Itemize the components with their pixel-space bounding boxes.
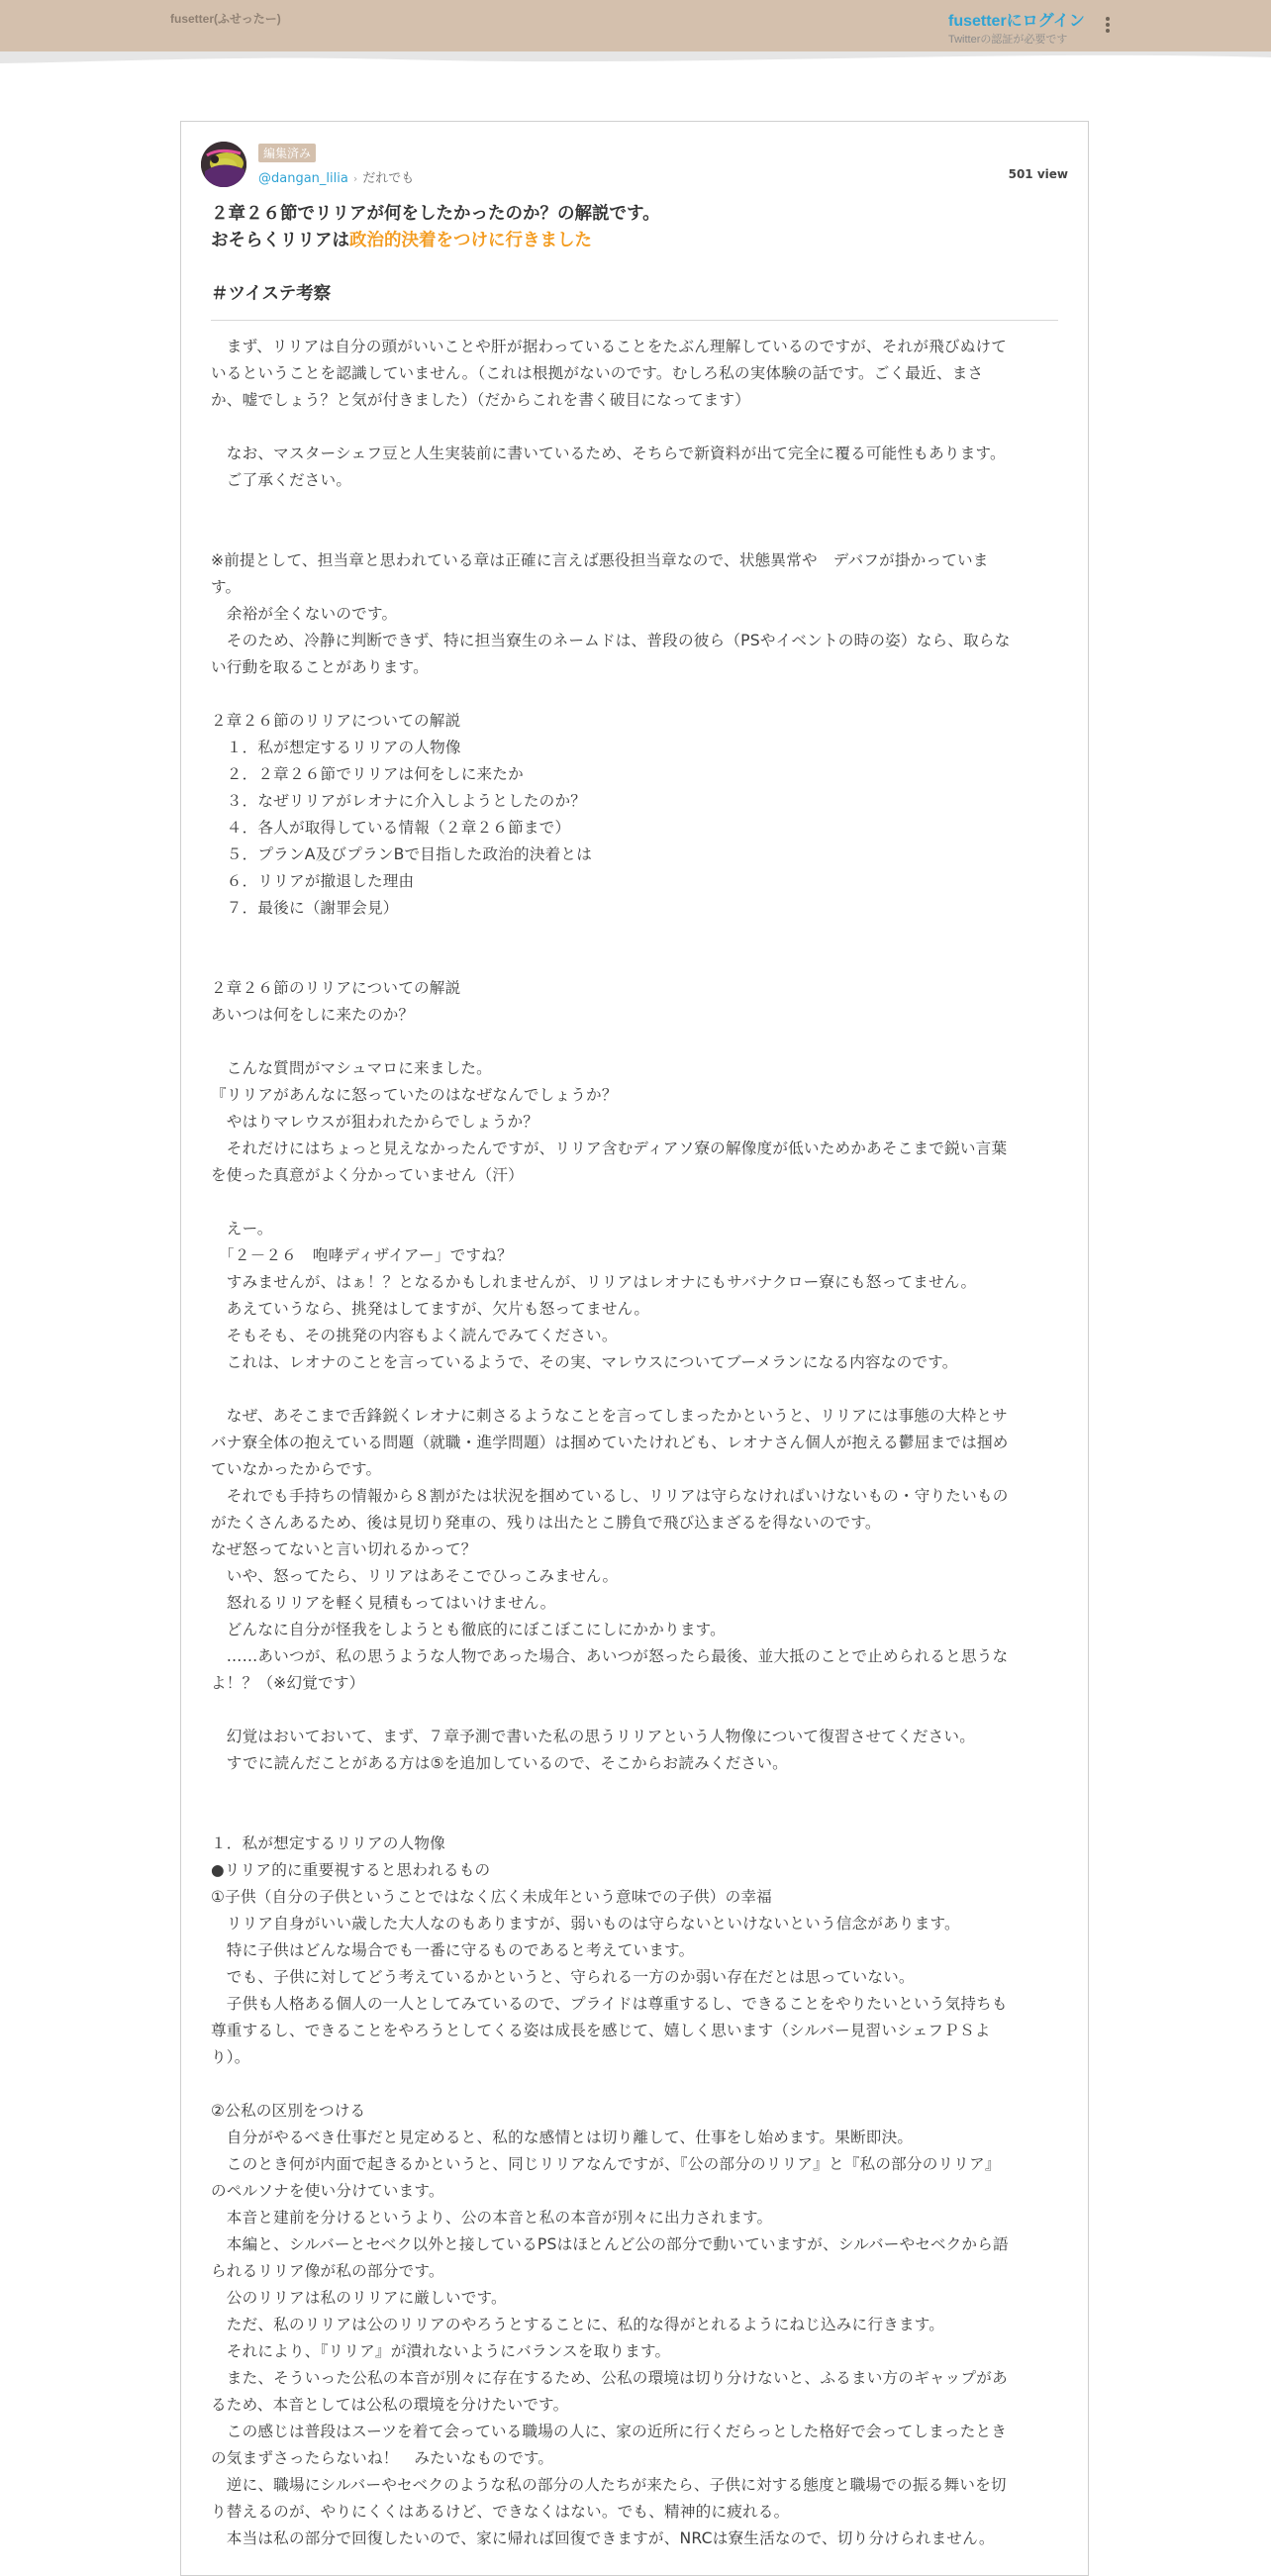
body-line: い行動を取ることがあります。 bbox=[211, 658, 429, 676]
body-line: いるということを認識していません。（これは根拠がないのです。むしろ私の実体験の話です。ごく最近、まさ bbox=[211, 364, 984, 382]
body-line: なぜ、あそこまで舌鋒鋭くレオナに刺さるようなことを言ってしまったかというと、リリアには事態の大枠とサ bbox=[211, 1407, 1009, 1425]
body-line: また、そういった公私の本音が別々に存在するため、公私の環境は切り分けないと、ふるまい方のギャップがあ bbox=[211, 2369, 1008, 2387]
visibility-label: だれでも bbox=[362, 171, 415, 186]
body-line: ●リリア的に重要視すると思われるもの bbox=[211, 1861, 491, 1879]
body-line: バナ寮全体の抱えている問題（就職・進学問題）は掴めていたけれども、レオナさん個人が抱える鬱屈までは掴め bbox=[211, 1434, 1009, 1451]
body-line bbox=[211, 1804, 1062, 1831]
body-line bbox=[211, 1376, 1062, 1403]
body-line: 逆に、職場にシルバーやセベクのような私の部分の人たちが来たら、子供に対する態度と職場での振る舞いを切 bbox=[211, 2476, 1007, 2494]
body-line: 余裕が全くないのです。 bbox=[211, 605, 398, 623]
body-line: す。 bbox=[211, 578, 242, 596]
body-line: のペルソナを使い分けています。 bbox=[211, 2182, 444, 2200]
view-count: 501 view bbox=[1008, 167, 1068, 181]
body-line: それでも手持ちの情報から８割がたは状況を掴めているし、リリアは守らなければいけないもの・守りたいもの bbox=[211, 1487, 1009, 1505]
body-line: 特に子供はどんな場合でも一番に守るものであると考えています。 bbox=[211, 1941, 695, 1959]
body-line bbox=[211, 414, 1062, 441]
body-line: ７．最後に（謝罪会見） bbox=[211, 899, 399, 917]
title-line-2 bbox=[211, 228, 1062, 254]
body-line: それにより、『リリア』が潰れないようにバランスを取ります。 bbox=[211, 2342, 671, 2360]
body-line bbox=[211, 681, 1062, 708]
body-line bbox=[211, 922, 1062, 948]
body-line: 本編と、シルバーとセベク以外と接しているPSはほとんど公の部分で動いていますが、シルバーやセベクから語 bbox=[211, 2235, 1009, 2253]
body-line: ……あいつが、私の思うような人物であった場合、あいつが怒ったら最後、並大抵のことで止められると思うな bbox=[211, 1647, 1009, 1665]
body-line: 自分がやるべき仕事だと見定めると、私的な感情とは切り離して、仕事をし始めます。果断即決。 bbox=[211, 2129, 914, 2146]
body-line: か、嘘でしょう？と気が付きました）（だからこれを書く破目になってます） bbox=[211, 391, 750, 409]
body-line: ②公私の区別をつける bbox=[211, 2102, 366, 2120]
body-line: あえていうなら、挑発はしてますが、欠片も怒ってません。 bbox=[211, 1300, 650, 1318]
body-line: ６．リリアが撤退した理由 bbox=[211, 872, 415, 890]
body-line: り替えるのが、やりにくくはあるけど、できなくはない。でも、精神的に疲れる。 bbox=[211, 2503, 790, 2521]
body-line bbox=[211, 948, 1062, 975]
body-line: 本当は私の部分で回復したいので、家に帰れば回復できますが、NRCは寮生活なので、切り分けられません。 bbox=[211, 2529, 995, 2547]
body-line: まず、リリアは自分の頭がいいことや肝が据わっていることをたぶん理解しているのですが、それが飛びぬけて bbox=[211, 338, 1008, 355]
body-line: なお、マスターシェフ豆と人生実装前に書いているため、そちらで新資料が出て完全に覆る可能性もあります。 bbox=[211, 445, 1006, 462]
body-line: すみませんが、はぁ！？となるかもしれませんが、リリアはレオナにもサバナクロー寮にも怒ってません。 bbox=[211, 1273, 977, 1291]
body-line: ２章２６節のリリアについての解説 bbox=[211, 712, 461, 730]
title-divider bbox=[211, 320, 1058, 321]
avatar[interactable] bbox=[201, 142, 246, 187]
title-line-1: ２章２６節でリリアが何をしたかったのか？の解説です。 bbox=[211, 204, 660, 224]
body-line: でも、子供に対してどう考えているかというと、守られる一方のか弱い存在だとは思っていない。 bbox=[211, 1968, 915, 1986]
body-line: られるリリア像が私の部分です。 bbox=[211, 2262, 444, 2280]
body-line: リリア自身がいい歳した大人なのもありますが、弱いものは守らないといけないという信念があります。 bbox=[211, 1915, 960, 1932]
body-line: を使った真意がよく分かっていません（汗） bbox=[211, 1166, 524, 1184]
body-line bbox=[211, 494, 1062, 521]
body-line: ていなかったからです。 bbox=[211, 1460, 382, 1478]
body-line: 公のリリアは私のリリアに厳しいです。 bbox=[211, 2289, 507, 2307]
hashtag[interactable]: ＃ツイステ考察 bbox=[211, 284, 332, 304]
body-line: り）。 bbox=[211, 2048, 250, 2066]
body-line bbox=[211, 1697, 1062, 1724]
edited-badge: 編集済み bbox=[258, 144, 316, 162]
body-line: ①子供（自分の子供ということではなく広く未成年という意味での子供）の幸福 bbox=[211, 1888, 772, 1906]
body-line: ３．なぜリリアがレオナに介入しようとしたのか？ bbox=[211, 792, 587, 810]
body-line: いや、怒ってたら、リリアはあそこでひっこみません。 bbox=[211, 1567, 619, 1585]
body-line: こんな質問がマシュマロに来ました。 bbox=[211, 1059, 492, 1077]
body-line: なぜ怒ってないと言い切れるかって？ bbox=[211, 1540, 477, 1558]
separator-icon: › bbox=[352, 172, 358, 185]
post-title bbox=[211, 201, 1062, 254]
login-note: Twitterの認証が必要です bbox=[948, 34, 1068, 46]
body-line: ただ、私のリリアは公のリリアのやろうとすることに、私的な得がとれるようにねじ込みに行きます。 bbox=[211, 2316, 945, 2333]
body-line: やはりマレウスが狙われたからでしょうか？ bbox=[211, 1113, 539, 1131]
body-line: すでに読んだことがある方は⑤を追加しているので、そこからお読みください。 bbox=[211, 1754, 788, 1772]
body-line: ２章２６節のリリアについての解説 bbox=[211, 979, 461, 997]
body-line: ※前提として、担当章と思われている章は正確に言えば悪役担当章なので、状態異常や デバフが掛かっていま bbox=[211, 551, 989, 569]
body-line: ご了承ください。 bbox=[211, 471, 352, 489]
title-highlight: 政治的決着をつけに行きました bbox=[349, 231, 592, 250]
body-line: るため、本音としては公私の環境を分けたいです。 bbox=[211, 2396, 569, 2414]
body-line: それだけにはちょっと見えなかったんですが、リリア含むディアソ寮の解像度が低いためかあそこまで鋭い言葉 bbox=[211, 1139, 1008, 1157]
body-line bbox=[211, 1029, 1062, 1055]
body-line: えー。 bbox=[211, 1220, 273, 1238]
body-line bbox=[211, 1777, 1062, 1804]
body-line: どんなに自分が怪我をしようとも徹底的にぼこぼこにしにかかります。 bbox=[211, 1621, 726, 1638]
post-meta bbox=[258, 167, 414, 186]
title-prefix: おそらくリリアは bbox=[211, 231, 349, 250]
body-line: ５．プランA及びプランBで目指した政治的決着とは bbox=[211, 845, 593, 863]
site-header bbox=[0, 0, 1271, 51]
body-line: この感じは普段はスーツを着て会っている職場の人に、家の近所に行くだらっとした格好で会ってしまったとき bbox=[211, 2423, 1008, 2440]
post-card bbox=[180, 121, 1089, 2576]
body-line: ２．２章２６節でリリアは何をしに来たか bbox=[211, 765, 524, 783]
login-link[interactable]: fusetterにログイン bbox=[948, 13, 1085, 30]
body-line: 「２－２６ 咆哮ディザイアー」ですね？ bbox=[211, 1246, 513, 1264]
more-menu-icon[interactable] bbox=[1105, 17, 1111, 37]
body-line: がたくさんあるため、後は見切り発車の、残りは出たとこ勝負で飛び込まざるを得ないのです。 bbox=[211, 1514, 881, 1532]
body-line bbox=[211, 1189, 1062, 1216]
body-line: 子供も人格ある個人の一人としてみているので、プライドは尊重するし、できることをやりたいという気持ちも bbox=[211, 1995, 1008, 2013]
author-link[interactable]: @dangan_lilia bbox=[258, 171, 348, 186]
body-line: １．私が想定するリリアの人物像 bbox=[211, 739, 461, 756]
body-line: あいつは何をしに来たのか？ bbox=[211, 1006, 415, 1024]
body-line bbox=[211, 2071, 1062, 2098]
body-line: よ！？（※幻覚です） bbox=[211, 1674, 365, 1692]
body-line: そもそも、その挑発の内容もよく読んでみてください。 bbox=[211, 1327, 618, 1344]
body-line: の気まずさったらないね！ みたいなものです。 bbox=[211, 2449, 554, 2467]
body-line: １．私が想定するリリアの人物像 bbox=[211, 1834, 445, 1852]
body-line: 怒れるリリアを軽く見積もってはいけません。 bbox=[211, 1594, 556, 1612]
post-body bbox=[211, 334, 1062, 2552]
body-line: そのため、冷静に判断できず、特に担当寮生のネームドは、普段の彼ら（PSやイベントの時の姿）なら、取らな bbox=[211, 632, 1011, 649]
body-line bbox=[211, 521, 1062, 547]
body-line: 『リリアがあんなに怒っていたのはなぜなんでしょうか？ bbox=[211, 1086, 618, 1104]
body-line: 尊重するし、できることをやろうとしてくる姿は成長を感じて、嬉しく思います（シルバー見習いシェフＰＳよ bbox=[211, 2022, 991, 2039]
body-line: 幻覚はおいておいて、まず、７章予測で書いた私の思うリリアという人物像について復習させてください。 bbox=[211, 1728, 976, 1745]
body-line: 本音と建前を分けるというより、公の本音と私の本音が別々に出力されます。 bbox=[211, 2209, 773, 2227]
body-line: これは、レオナのことを言っているようで、その実、マレウスについてブーメランになる内容なのです。 bbox=[211, 1353, 958, 1371]
body-line: ４．各人が取得している情報（２章２６節まで） bbox=[211, 819, 571, 837]
body-line: このとき何が内面で起きるかというと、同じリリアなんですが、『公の部分のリリア』と『私の部分のリリア』 bbox=[211, 2155, 1001, 2173]
site-brand[interactable]: fusetter(ふせったー) bbox=[170, 12, 281, 26]
